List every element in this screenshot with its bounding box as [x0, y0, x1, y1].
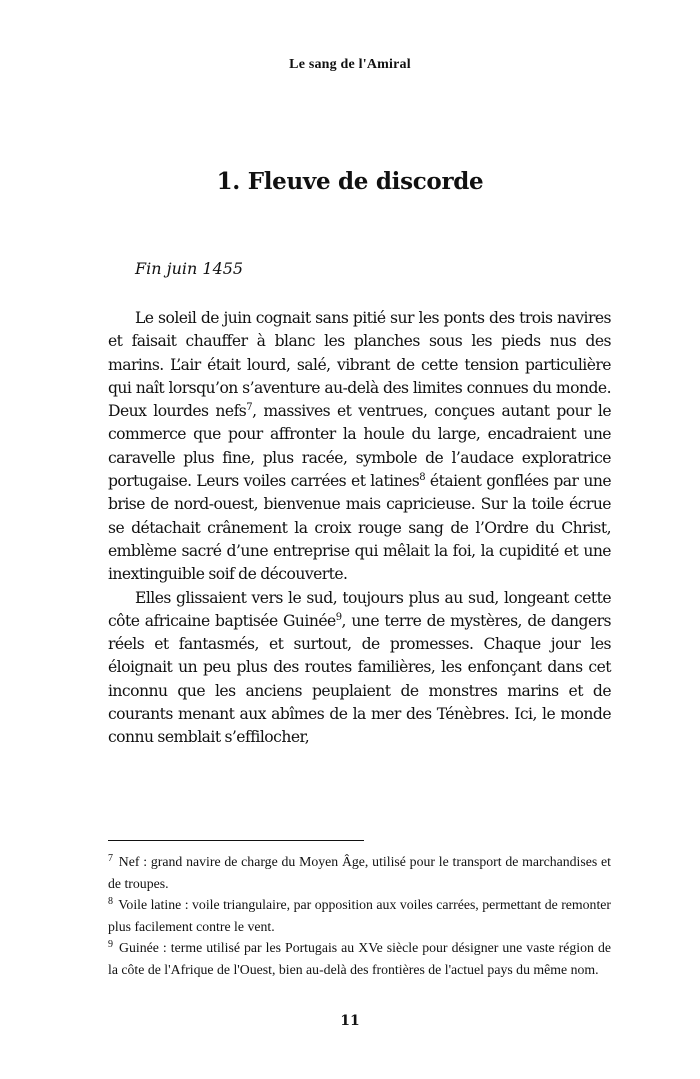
footnote-ref-7[interactable]: 7	[246, 402, 253, 414]
paragraph-2	[108, 587, 611, 750]
running-head: Le sang de l'Amiral	[289, 57, 411, 72]
footnote-7	[108, 851, 611, 894]
footnote-8	[108, 894, 611, 937]
paragraph-1	[108, 307, 611, 587]
footnote-9	[108, 937, 611, 980]
footnote-ref-9[interactable]: 9	[335, 611, 342, 623]
footnote-mark: 9	[108, 939, 113, 950]
footnote-mark: 8	[108, 896, 113, 907]
body-text	[108, 307, 611, 750]
footnote-ref-8[interactable]: 8	[419, 472, 426, 484]
chapter-title: 1. Fleuve de discorde	[216, 168, 484, 195]
footnotes	[108, 851, 611, 980]
page-number: 11	[340, 1013, 360, 1029]
footnote-text: Voile latine : voile triangulaire, par opposition aux voiles carrées, permettant de remonter plus facilement contre le vent.	[108, 897, 612, 934]
footnote-text: Nef : grand navire de charge du Moyen Âge, utilisé pour le transport de marchandises et de troupes.	[108, 854, 611, 891]
paragraph-2-text-b: , une terre de mystères, de dangers réels et fantasmés, et surtout, de promesses. Chaque jour les éloignait un peu plus des routes familières, les enfonçant dans cet inconnu que les anciens peuplaient de monstres marins et de courants menant aux abîmes de la mer des Ténèbres. Ici, le monde connu semblait s’effilocher,	[108, 611, 611, 747]
footnote-divider	[108, 840, 364, 841]
footnote-text: Guinée : terme utilisé par les Portugais au XVe siècle pour désigner une vaste région de la côte de l'Afrique de l'Ouest, bien au-delà des frontières de l'actuel pays du même nom.	[108, 940, 611, 977]
date-line: Fin juin 1455	[135, 259, 244, 278]
paragraph-1-text-a: Le soleil de juin cognait sans pitié sur les ponts des trois navires et faisait chauffer à blanc les planches sous les pieds nus des marins. L’air était lourd, salé, vibrant de cette tension particulière qui naît lorsqu’on s’aventure au-delà des limites connues du monde. Deux lourdes nefs	[108, 309, 611, 421]
paragraph-2-text-a: Elles glissaient vers le sud, toujours plus au sud, longeant cette côte africaine baptisée Guinée	[108, 588, 611, 630]
paragraph-1-text-c: étaient gonflées par une brise de nord-ouest, bienvenue mais capricieuse. Sur la toile écrue se détachait crânement la croix rouge sang de l’Ordre du Christ, emblème sacré d’une entreprise qui mêlait la foi, la cupidité et une inextinguible soif de découverte.	[108, 472, 611, 584]
paragraph-1-text-b: , massives et ventrues, conçues autant pour le commerce que pour affronter la houle du large, encadraient une caravelle plus fine, plus racée, symbole de l’audace exploratrice portugaise. Leurs voiles carrées et latines	[108, 402, 612, 491]
footnote-mark: 7	[108, 853, 113, 864]
